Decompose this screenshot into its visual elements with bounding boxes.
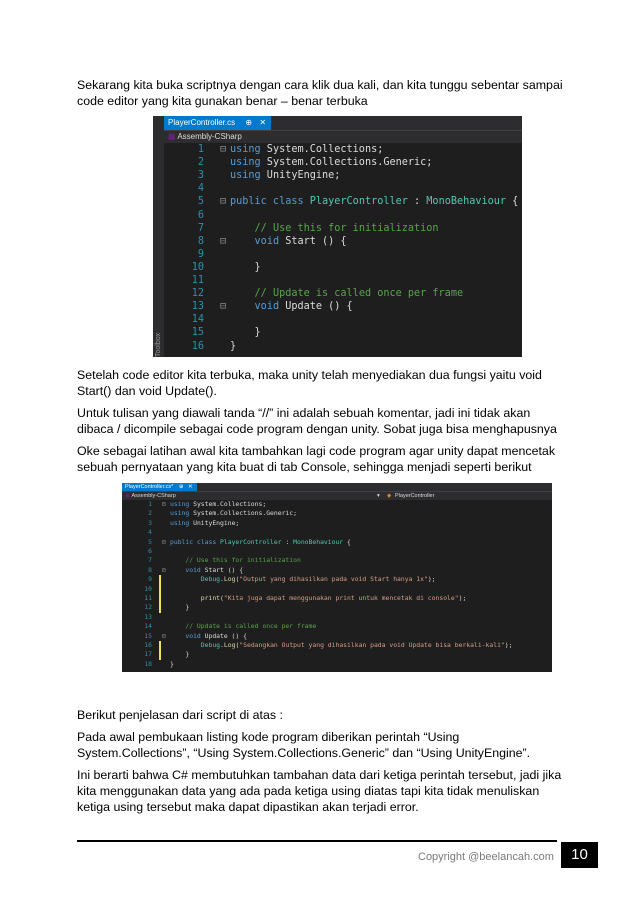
code-text (230, 340, 236, 353)
code-token: { (343, 537, 351, 546)
code-token: PlayerController (309, 196, 408, 208)
code-token (170, 641, 201, 649)
code-token: Start () { (200, 565, 244, 574)
code-token: "Output yang dihasilkan pada void Start hanya 1x" (239, 575, 428, 584)
code-editor-screenshot-2 (122, 483, 552, 672)
collapse-icon[interactable]: ⊟ (220, 235, 227, 247)
code-token: Debug (200, 575, 221, 584)
code-token: System.Collections; (260, 144, 384, 155)
code-token: using (230, 157, 261, 169)
code-text (230, 143, 383, 156)
pin-icon[interactable]: ⊕ (178, 484, 184, 490)
code-text (170, 519, 239, 528)
code-token: System.Collections.Generic; (260, 157, 433, 169)
code-text (230, 156, 432, 169)
line-number: 1 (148, 500, 152, 508)
line-number: 16 (191, 340, 204, 352)
code-token: using (230, 144, 261, 155)
line-number: 13 (191, 301, 204, 313)
code-text (170, 500, 266, 509)
code-line[interactable] (122, 603, 552, 612)
code-text (170, 509, 297, 518)
code-token: ( (235, 575, 240, 584)
code-token: void (185, 565, 201, 574)
line-number: 3 (197, 170, 204, 182)
code-line[interactable] (164, 326, 522, 339)
code-text (230, 300, 353, 313)
line-number: 4 (197, 183, 204, 195)
code-editor-screenshot-1 (153, 116, 522, 357)
editor-tabstrip (122, 483, 552, 491)
code-line[interactable] (122, 500, 552, 509)
paragraph-explanation-heading: Berikut penjelasan dari script di atas : (77, 708, 283, 722)
change-marker (159, 594, 161, 603)
code-token: } (170, 650, 190, 659)
code-token: } (170, 603, 190, 612)
code-line[interactable] (122, 538, 552, 547)
code-line[interactable] (122, 566, 552, 575)
code-text (230, 326, 261, 339)
code-token: ); (458, 594, 467, 602)
change-marker (159, 603, 161, 612)
code-text (170, 566, 243, 575)
code-area (164, 143, 522, 357)
page-number: 10 (561, 842, 598, 868)
code-token (230, 301, 255, 312)
change-marker (159, 575, 161, 584)
code-line[interactable] (164, 169, 522, 182)
change-marker (159, 641, 161, 650)
code-token (230, 288, 255, 299)
code-token: Log (223, 641, 236, 649)
code-text (170, 641, 512, 650)
line-number: 17 (144, 650, 152, 659)
code-token: void (254, 235, 280, 247)
line-number: 11 (144, 594, 152, 602)
code-line[interactable] (122, 613, 552, 622)
code-token (170, 556, 185, 564)
member-dropdown[interactable]: PlayerController (395, 493, 435, 499)
code-token: . (220, 575, 224, 584)
project-dropdown[interactable]: Assembly-CSharp (131, 493, 176, 499)
code-token: { (506, 196, 519, 208)
code-token: // Update is called once per frame (254, 288, 464, 300)
code-text (230, 261, 261, 274)
code-line[interactable] (122, 547, 552, 556)
line-number: 15 (144, 631, 152, 640)
close-icon[interactable]: ✕ (187, 484, 193, 490)
tab-label: PlayerController.cs (168, 118, 236, 127)
code-token: } (230, 327, 261, 339)
code-token (170, 575, 201, 583)
code-token: Update () { (279, 301, 353, 313)
code-line[interactable] (164, 248, 522, 261)
code-text (230, 169, 340, 182)
paragraph-comment-note: Untuk tulisan yang diawali tanda “//” ini adalah sebuah komentar, jadi ini tidak akan dibaca / dicompile sebagai code program dengan unity. Sobat juga bisa menghapusnya (77, 406, 557, 436)
collapse-icon[interactable]: ⊟ (220, 144, 227, 155)
code-line[interactable] (122, 528, 552, 537)
code-text (170, 650, 189, 659)
code-token: } (230, 340, 237, 352)
code-token: public class (170, 537, 217, 546)
paragraph-intro: Sekarang kita buka scriptnya dengan cara klik dua kali, dan kita tunggu sebentar sampai code editor yang kita gunakan benar – benar terbuka (77, 78, 563, 108)
code-line[interactable] (122, 632, 552, 641)
code-token: using (170, 500, 190, 508)
collapse-icon[interactable]: ⊟ (162, 631, 166, 640)
code-line[interactable] (164, 300, 522, 313)
line-number: 16 (144, 641, 152, 649)
line-number: 9 (197, 248, 204, 260)
tab-playercontroller[interactable] (164, 116, 271, 130)
line-number: 18 (144, 659, 152, 668)
code-token: "Sedangkan Output yang dihasilkan pada void Update bisa berkali-kali" (239, 641, 505, 649)
code-line[interactable] (164, 340, 522, 353)
code-token: // Use this for initialization (254, 222, 439, 234)
code-line[interactable] (122, 509, 552, 518)
code-token: } (230, 261, 261, 273)
paragraph-using-statements: Pada awal pembukaan listing kode program diberikan perintah “Using System.Collections”, “Using System.Collections.Generic” dan “Using UnityEngine”. (77, 730, 531, 760)
code-token: UnityEngine; (260, 170, 341, 182)
paragraph-editor-opened: Setelah code editor kita terbuka, maka unity telah menyediakan dua fungsi yaitu void Start() dan void Update(). (77, 368, 542, 398)
code-line[interactable] (164, 156, 522, 169)
line-number: 12 (191, 288, 204, 300)
code-text (230, 287, 463, 300)
collapse-icon[interactable]: ⊟ (162, 500, 166, 508)
code-token: MonoBehaviour (426, 196, 507, 208)
project-navbar (122, 491, 552, 500)
code-text (170, 660, 174, 669)
chevron-down-icon[interactable]: ▾ (377, 493, 380, 499)
line-number: 14 (191, 314, 204, 326)
code-token: // Use this for initialization (185, 556, 301, 565)
code-token: . (220, 641, 224, 649)
line-number: 5 (197, 196, 204, 208)
code-token (170, 594, 201, 602)
code-token (230, 236, 255, 247)
code-token: System.Collections.Generic; (189, 509, 297, 518)
code-token: public class (230, 196, 304, 208)
line-number: 6 (197, 209, 204, 221)
code-token: Log (223, 575, 236, 584)
code-text (170, 575, 436, 584)
code-line[interactable] (122, 594, 552, 603)
pin-icon[interactable]: ⊕ (245, 118, 253, 127)
paragraph-using-explanation: Ini berarti bahwa C# membutuhkan tambahan data dari ketiga perintah tersebut, jadi jika kita menggunakan data yang ada pada ketiga using diatas tapi kita tidak menuliskan ketiga using tersebut maka dapat dipastikan akan terjadi error. (77, 768, 562, 814)
line-number: 13 (144, 612, 152, 621)
line-number: 2 (148, 509, 152, 518)
collapse-icon[interactable]: ⊟ (220, 301, 227, 313)
line-number: 10 (191, 261, 204, 273)
code-token (230, 223, 255, 234)
line-number: 14 (144, 622, 152, 631)
code-line[interactable] (164, 222, 522, 235)
code-token: : (407, 196, 427, 208)
code-text (230, 222, 439, 235)
line-number: 6 (148, 547, 152, 555)
line-number: 2 (197, 157, 204, 169)
class-icon: ◆ (387, 493, 392, 499)
code-line[interactable] (164, 143, 522, 156)
code-token: ( (220, 594, 224, 602)
code-line[interactable] (122, 660, 552, 669)
line-number: 5 (148, 537, 152, 546)
line-number: 7 (197, 222, 204, 234)
toolbox-sidebar (153, 116, 164, 357)
code-token: } (170, 659, 174, 668)
code-line[interactable] (122, 556, 552, 565)
line-number: 1 (197, 144, 204, 155)
code-text (170, 538, 351, 547)
code-token: MonoBehaviour (293, 537, 344, 546)
project-navbar (164, 130, 522, 143)
line-number: 11 (191, 275, 204, 286)
code-text (230, 195, 518, 208)
code-line[interactable] (122, 641, 552, 650)
code-line[interactable] (164, 182, 522, 195)
code-line[interactable] (122, 585, 552, 594)
code-line[interactable] (164, 235, 522, 248)
code-token: print (200, 594, 221, 602)
code-token: PlayerController (220, 537, 282, 546)
code-text (170, 632, 247, 641)
editor-tabstrip (164, 116, 522, 130)
change-marker (159, 650, 161, 659)
project-dropdown[interactable]: Assembly-CSharp (177, 132, 242, 141)
code-token: void (185, 631, 201, 640)
code-line[interactable] (164, 261, 522, 274)
code-token: using (170, 509, 190, 518)
collapse-icon[interactable]: ⊟ (162, 537, 166, 546)
line-number: 8 (197, 235, 204, 247)
footer-divider (77, 840, 557, 842)
code-line[interactable] (164, 274, 522, 287)
code-token: Start () { (279, 235, 347, 247)
line-number: 4 (148, 528, 152, 537)
code-token: // Update is called once per frame (185, 622, 317, 631)
collapse-icon[interactable]: ⊟ (220, 196, 227, 208)
code-token: "Kita juga dapat menggunakan print untuk mencetak di console" (223, 594, 459, 602)
code-token: using (170, 518, 190, 527)
line-number: 8 (148, 565, 152, 574)
code-text (230, 235, 347, 248)
code-token: Update () { (200, 631, 247, 640)
code-line[interactable] (122, 575, 552, 584)
code-line[interactable] (164, 287, 522, 300)
code-line[interactable] (122, 519, 552, 528)
code-token: Debug (200, 641, 221, 649)
code-text (170, 603, 189, 612)
code-token (170, 632, 185, 640)
code-line[interactable] (122, 650, 552, 659)
code-token: void (254, 301, 280, 313)
code-token: ); (427, 575, 436, 584)
code-token: ); (504, 641, 513, 649)
toolbox-label: Toolbox (155, 332, 162, 357)
close-icon[interactable]: ✕ (259, 118, 267, 127)
code-token: ( (235, 641, 240, 649)
code-area (122, 500, 552, 672)
code-token: System.Collections; (189, 500, 267, 508)
paragraph-exercise: Oke sebagai latihan awal kita tambahkan lagi code program agar unity dapat mencetak sebuah pernyataan yang kita buat di tab Console, sehingga menjadi seperti berikut (77, 444, 556, 474)
csharp-project-icon: ▣ (168, 132, 176, 141)
code-token (170, 566, 185, 574)
code-text (170, 622, 316, 631)
change-marker (159, 585, 161, 594)
copyright-text: Copyright @beelancah.com (418, 851, 554, 863)
code-token (170, 622, 185, 630)
line-number: 3 (148, 518, 152, 527)
tab-label: PlayerController.cs* (125, 484, 174, 490)
line-number: 7 (148, 556, 152, 565)
line-number: 15 (191, 327, 204, 339)
code-line[interactable] (122, 622, 552, 631)
code-token: using (230, 170, 261, 182)
csharp-project-icon: ▣ (125, 493, 131, 499)
code-line[interactable] (164, 195, 522, 208)
line-number: 10 (144, 584, 152, 593)
line-number: 9 (148, 575, 152, 584)
collapse-icon[interactable]: ⊟ (162, 565, 166, 574)
code-line[interactable] (164, 209, 522, 222)
line-number: 12 (144, 603, 152, 612)
code-text (170, 594, 466, 603)
code-token: : (281, 537, 294, 546)
code-text (170, 556, 301, 565)
code-line[interactable] (164, 313, 522, 326)
tab-playercontroller-modified[interactable] (122, 483, 197, 491)
code-token: UnityEngine; (189, 518, 240, 527)
